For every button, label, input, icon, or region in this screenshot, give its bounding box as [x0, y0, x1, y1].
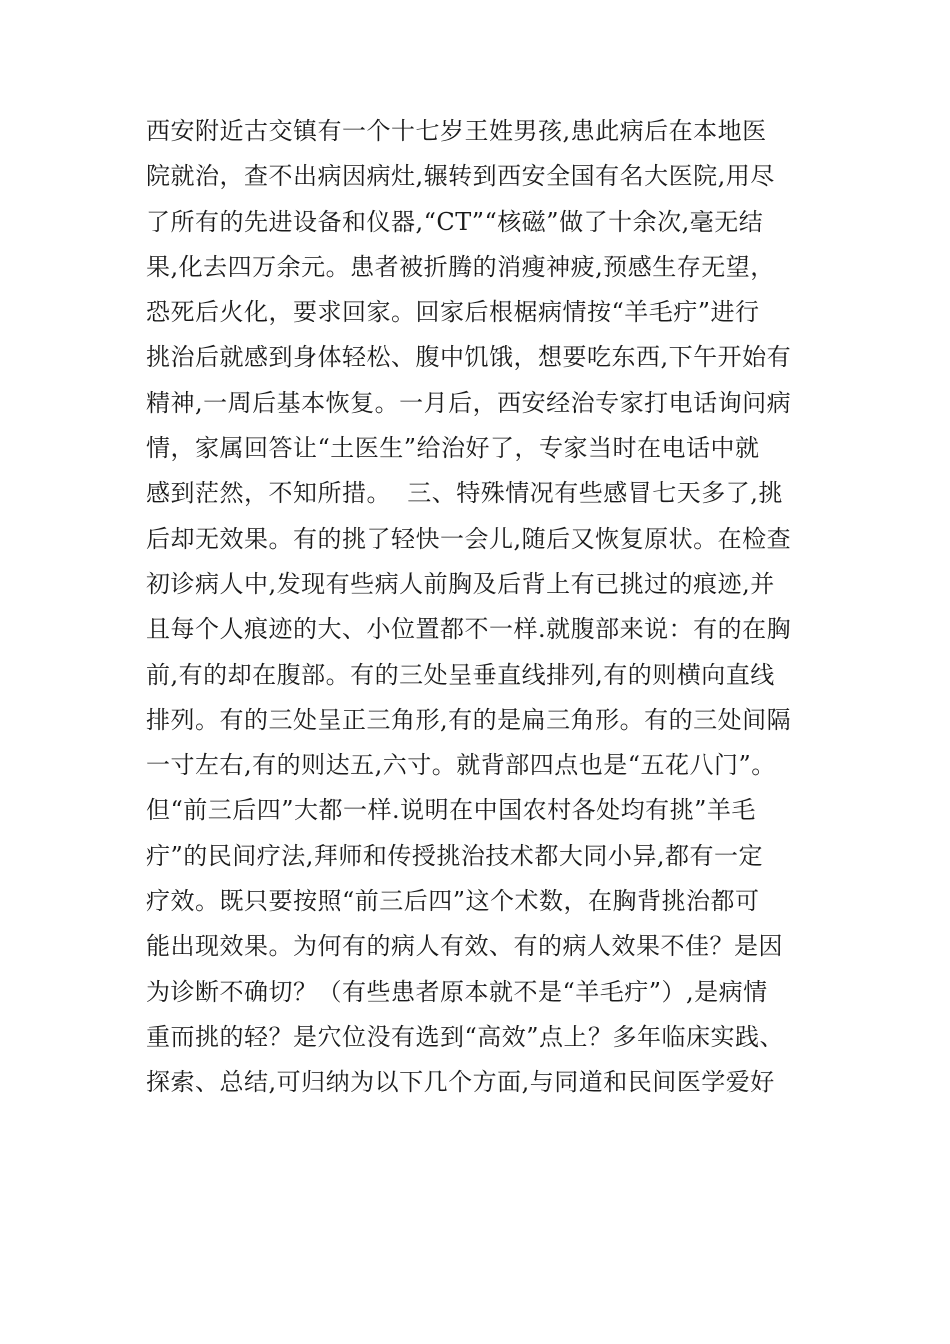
- text-line: 重而挑的轻？是穴位没有选到“高效”点上？多年临床实践、: [146, 1022, 785, 1051]
- text-line: 排列。有的三处呈正三角形,有的是扁三角形。有的三处间隔: [146, 705, 792, 734]
- text-line: 能出现效果。为何有的病人有效、有的病人效果不佳？是因: [146, 932, 783, 961]
- text-line: 探索、总结,可归纳为以下几个方面,与同道和民间医学爱好: [146, 1068, 775, 1097]
- text-line: 但“前三后四”大都一样.说明在中国农村各处均有挑”羊毛: [146, 796, 756, 825]
- text-line: 后却无效果。有的挑了轻快一会儿,随后又恢复原状。在检查: [146, 524, 792, 553]
- text-line: 果,化去四万余元。患者被折腾的消瘦神疲,预感生存无望，: [146, 252, 775, 281]
- text-line: 前,有的却在腹部。有的三处呈垂直线排列,有的则横向直线: [146, 660, 775, 689]
- text-line: 为诊断不确切？（有些患者原本就不是“羊毛疔”）,是病情: [146, 977, 768, 1006]
- text-line: 感到茫然，不知所措。 三、特殊情况有些感冒七天多了,挑: [146, 479, 783, 508]
- text-line: 且每个人痕迹的大、小位置都不一样.就腹部来说：有的在胸: [146, 615, 792, 644]
- text-line: 挑治后就感到身体轻松、腹中饥饿，想要吃东西,下午开始有: [146, 343, 792, 372]
- text-line: 西安附近古交镇有一个十七岁王姓男孩,患此病后在本地医: [146, 117, 767, 145]
- text-line: 了所有的先进设备和仪器,“CT”“核磁”做了十余次,毫无结: [146, 207, 764, 236]
- text-line: 疔”的民间疗法,拜师和传授挑治技术都大同小异,都有一定: [146, 841, 764, 870]
- text-line: 疗效。既只要按照“前三后四”这个术数，在胸背挑治都可: [146, 887, 760, 916]
- text-line: 情，家属回答让“土医生”给治好了，专家当时在电话中就: [146, 434, 760, 463]
- text-line: 一寸左右,有的则达五,六寸。就背部四点也是“五花八门”。: [146, 751, 776, 780]
- text-line: 初诊病人中,发现有些病人前胸及后背上有已挑过的痕迹,并: [146, 569, 775, 598]
- text-line: 院就治，查不出病因病灶,辗转到西安全国有名大医院,用尽: [146, 162, 775, 191]
- text-line: 恐死后火化，要求回家。回家后根椐病情按“羊毛疔”进行: [146, 298, 760, 327]
- text-line: 精神,一周后基本恢复。一月后，西安经治专家打电话询问病: [146, 388, 792, 417]
- body-text: [146, 109, 826, 1106]
